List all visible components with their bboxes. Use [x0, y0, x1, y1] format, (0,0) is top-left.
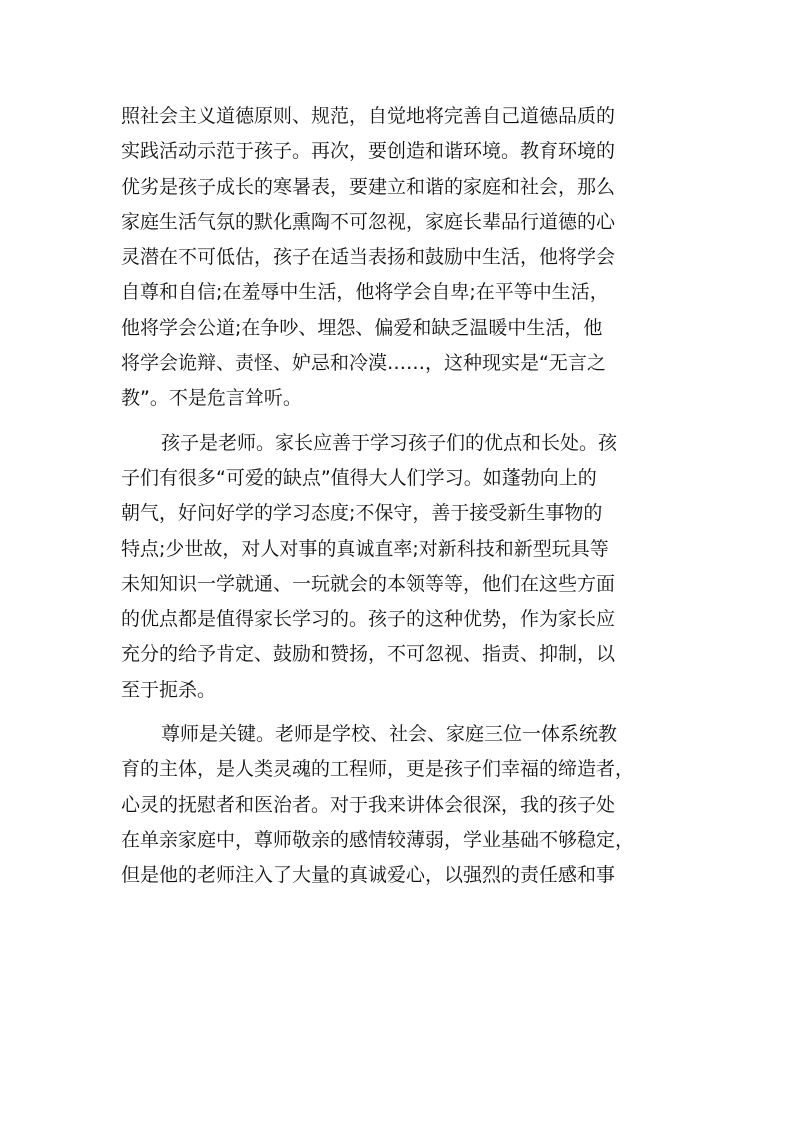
text-line: 未知知识一学就通、一玩就会的本领等等，他们在这些方面	[121, 572, 616, 595]
text-line: 自尊和自信;在羞辱中生活，他将学会自卑;在平等中生活，	[121, 281, 609, 304]
text-line: 的优点都是值得家长学习的。孩子的这种优势，作为家长应	[121, 608, 616, 631]
text-line: 至于扼杀。	[121, 678, 217, 701]
paragraph-child-is-teacher	[121, 426, 681, 708]
paragraph-continuation	[121, 99, 681, 417]
text-line: 子们有很多“可爱的缺点”值得大人们学习。如蓬勃向上的	[121, 466, 597, 489]
text-line: 灵潜在不可低估，孩子在适当表扬和鼓励中生活，他将学会	[121, 246, 616, 269]
paragraph-respect-teacher	[121, 717, 681, 893]
text-line: 教”。不是危言耸听。	[121, 387, 302, 410]
text-line: 特点;少世故，对人对事的真诚直率;对新科技和新型玩具等	[121, 537, 609, 560]
text-line: 孩子是老师。家长应善于学习孩子们的优点和长处。孩	[161, 431, 618, 454]
text-line: 育的主体，是人类灵魂的工程师，更是孩子们幸福的缔造者，	[121, 758, 635, 781]
body-text	[121, 99, 681, 894]
text-line: 他将学会公道;在争吵、埋怨、偏爱和缺乏温暖中生活，他	[121, 316, 603, 339]
text-line: 将学会诡辩、责怪、妒忌和冷漠……，这种现实是“无言之	[121, 352, 606, 375]
text-line: 充分的给予肯定、鼓励和赞扬，不可忽视、指责、抑制，以	[121, 643, 616, 666]
text-line: 家庭生活气氛的默化熏陶不可忽视，家庭长辈品行道德的心	[121, 210, 616, 233]
text-line: 朝气，好问好学的学习态度;不保守，善于接受新生事物的	[121, 502, 603, 525]
text-line: 但是他的老师注入了大量的真诚爱心，以强烈的责任感和事	[121, 864, 616, 887]
text-line: 尊师是关键。老师是学校、社会、家庭三位一体系统教	[161, 723, 618, 746]
text-line: 优劣是孩子成长的寒暑表，要建立和谐的家庭和社会，那么	[121, 175, 616, 198]
text-line: 照社会主义道德原则、规范，自觉地将完善自己道德品质的	[121, 105, 616, 127]
text-line: 在单亲家庭中，尊师敬亲的感情较薄弱，学业基础不够稳定，	[121, 828, 635, 851]
text-line: 心灵的抚慰者和医治者。对于我来讲体会很深，我的孩子处	[121, 793, 616, 816]
text-line: 实践活动示范于孩子。再次，要创造和谐环境。教育环境的	[121, 140, 616, 163]
